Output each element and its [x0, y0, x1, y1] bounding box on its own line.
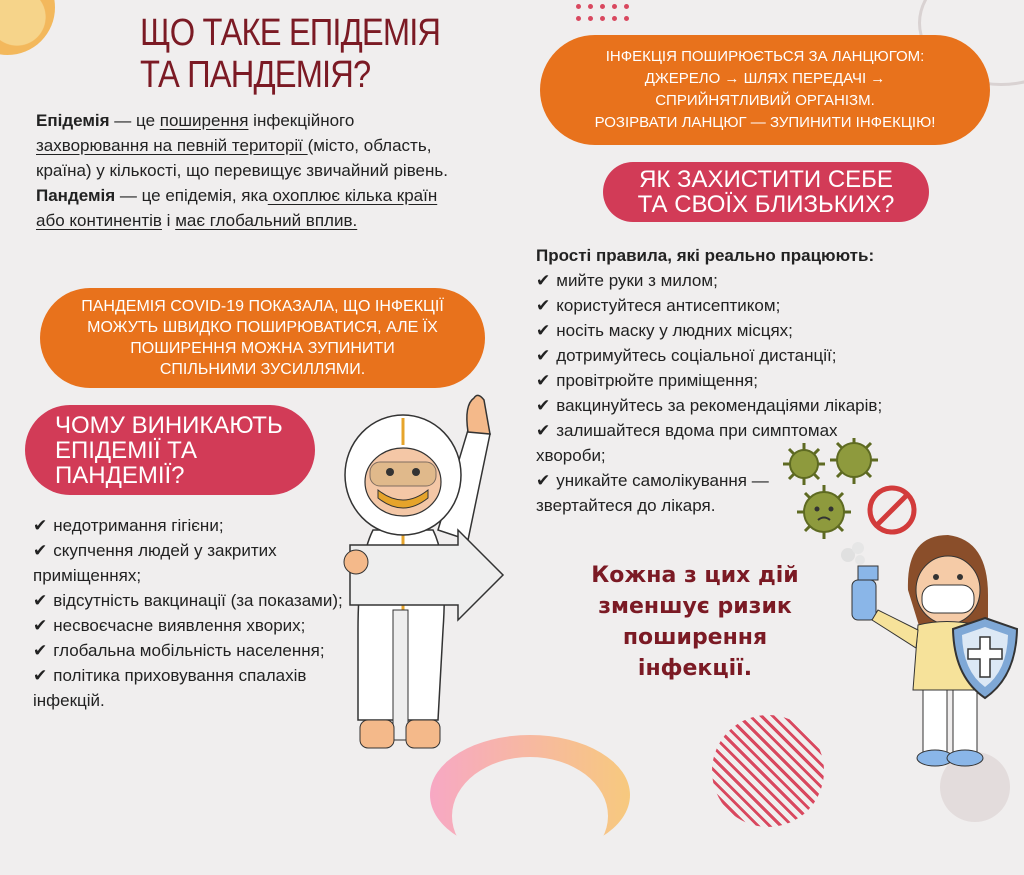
decorative-circle — [0, 0, 55, 55]
definition-text: (місто, область, країна) у кількості, що перевищує звичайний рівень. — [36, 136, 448, 180]
list-item: ✔ залишайтеся вдома при симптомах хвороби; — [536, 418, 881, 468]
list-item: ✔ носіть маску у людних місцях; — [536, 318, 936, 343]
definition-text: — це епідемія, яка — [115, 186, 268, 205]
title-line-1: ЩО ТАКЕ ЕПІДЕМІЯ — [140, 12, 441, 54]
check-icon: ✔ — [33, 641, 48, 660]
chain-line: РОЗІРВАТИ ЛАНЦЮГ — ЗУПИНИТИ ІНФЕКЦІЮ! — [594, 114, 936, 131]
decorative-striped-circle — [712, 715, 824, 827]
why-heading-pill — [25, 405, 315, 495]
chain-line: ДЖЕРЕЛО → ШЛЯХ ПЕРЕДАЧІ → — [644, 70, 886, 87]
chain-line: ІНФЕКЦІЯ ПОШИРЮЄТЬСЯ ЗА ЛАНЦЮГОМ: — [605, 48, 925, 65]
list-item: ✔ провітрюйте приміщення; — [536, 368, 936, 393]
definitions-block — [36, 108, 456, 233]
prohibited-icon — [866, 484, 918, 536]
chain-info-pill — [540, 35, 990, 145]
hazmat-person-illustration — [318, 390, 508, 765]
list-item: ✔ недотримання гігієни; — [33, 513, 368, 538]
list-item: ✔ скупчення людей у закритих приміщеннях; — [33, 538, 368, 588]
check-icon: ✔ — [33, 616, 48, 635]
covid-info-text: ПАНДЕМІЯ COVID-19 ПОКАЗАЛА, ЩО ІНФЕКЦІЇ МОЖУТЬ ШВИДКО ПОШИРЮВАТИСЯ, АЛЕ ЇХ ПОШИРЕННЯ МОЖНА ЗУПИНИТИ СПІЛЬНИМИ ЗУСИЛЛЯМИ. — [81, 298, 444, 378]
check-icon: ✔ — [536, 371, 551, 390]
definition-underlined: захворювання на певній території — [36, 136, 308, 155]
protect-heading-pill — [603, 162, 929, 222]
check-icon: ✔ — [536, 396, 551, 415]
list-item: ✔ політика приховування спалахів інфекцій. — [33, 663, 368, 713]
pandemic-term: Пандемія — [36, 186, 116, 205]
chain-line: СПРИЙНЯТЛИВИЙ ОРГАНІЗМ. — [655, 92, 875, 109]
check-icon: ✔ — [536, 296, 551, 315]
list-item: ✔ дотримуйтесь соціальної дистанції; — [536, 343, 936, 368]
check-icon: ✔ — [33, 666, 48, 685]
check-icon: ✔ — [536, 271, 551, 290]
definition-text: і — [161, 211, 176, 230]
list-item: ✔ мийте руки з милом; — [536, 268, 936, 293]
check-icon: ✔ — [536, 471, 551, 490]
check-icon: ✔ — [536, 321, 551, 340]
definition-underlined: охоплює кілька країн або континентів — [36, 186, 438, 230]
list-item: ✔ користуйтеся антисептиком; — [536, 293, 936, 318]
check-icon: ✔ — [536, 346, 551, 365]
protect-heading-text: ЯК ЗАХИСТИТИ СЕБЕ ТА СВОЇХ БЛИЗЬКИХ? — [637, 166, 895, 218]
check-icon: ✔ — [33, 541, 48, 560]
list-item: ✔ уникайте самолікування — звертайтеся до лікаря. — [536, 468, 801, 518]
check-icon: ✔ — [33, 591, 48, 610]
list-item: ✔ вакцинуйтесь за рекомендаціями лікарів; — [536, 393, 936, 418]
page-title — [140, 12, 440, 96]
covid-info-pill — [40, 288, 485, 388]
check-icon: ✔ — [536, 421, 551, 440]
decorative-dots — [576, 4, 629, 21]
list-item: ✔ несвоєчасне виявлення хворих; — [33, 613, 368, 638]
title-line-2: ТА ПАНДЕМІЯ? — [140, 54, 371, 96]
definition-underlined: має глобальний вплив. — [175, 211, 358, 230]
why-heading-text: ЧОМУ ВИНИКАЮТЬ ЕПІДЕМІЇ ТА ПАНДЕМІЇ? — [55, 411, 283, 489]
epidemic-term: Епідемія — [36, 111, 110, 130]
list-item: ✔ глобальна мобільність населення; — [33, 638, 368, 663]
definition-text: — це — [109, 111, 160, 130]
definition-underlined: поширення — [159, 111, 249, 130]
rules-intro: Прості правила, які реально працюють: — [536, 246, 875, 265]
check-icon: ✔ — [33, 516, 48, 535]
list-item: ✔ відсутність вакцинації (за показами); — [33, 588, 368, 613]
closing-statement: Кожна з цих дій зменшує ризик поширення інфекції. — [591, 563, 799, 681]
definition-text: інфекційного — [248, 111, 355, 130]
shield-cross-icon — [950, 615, 1020, 701]
